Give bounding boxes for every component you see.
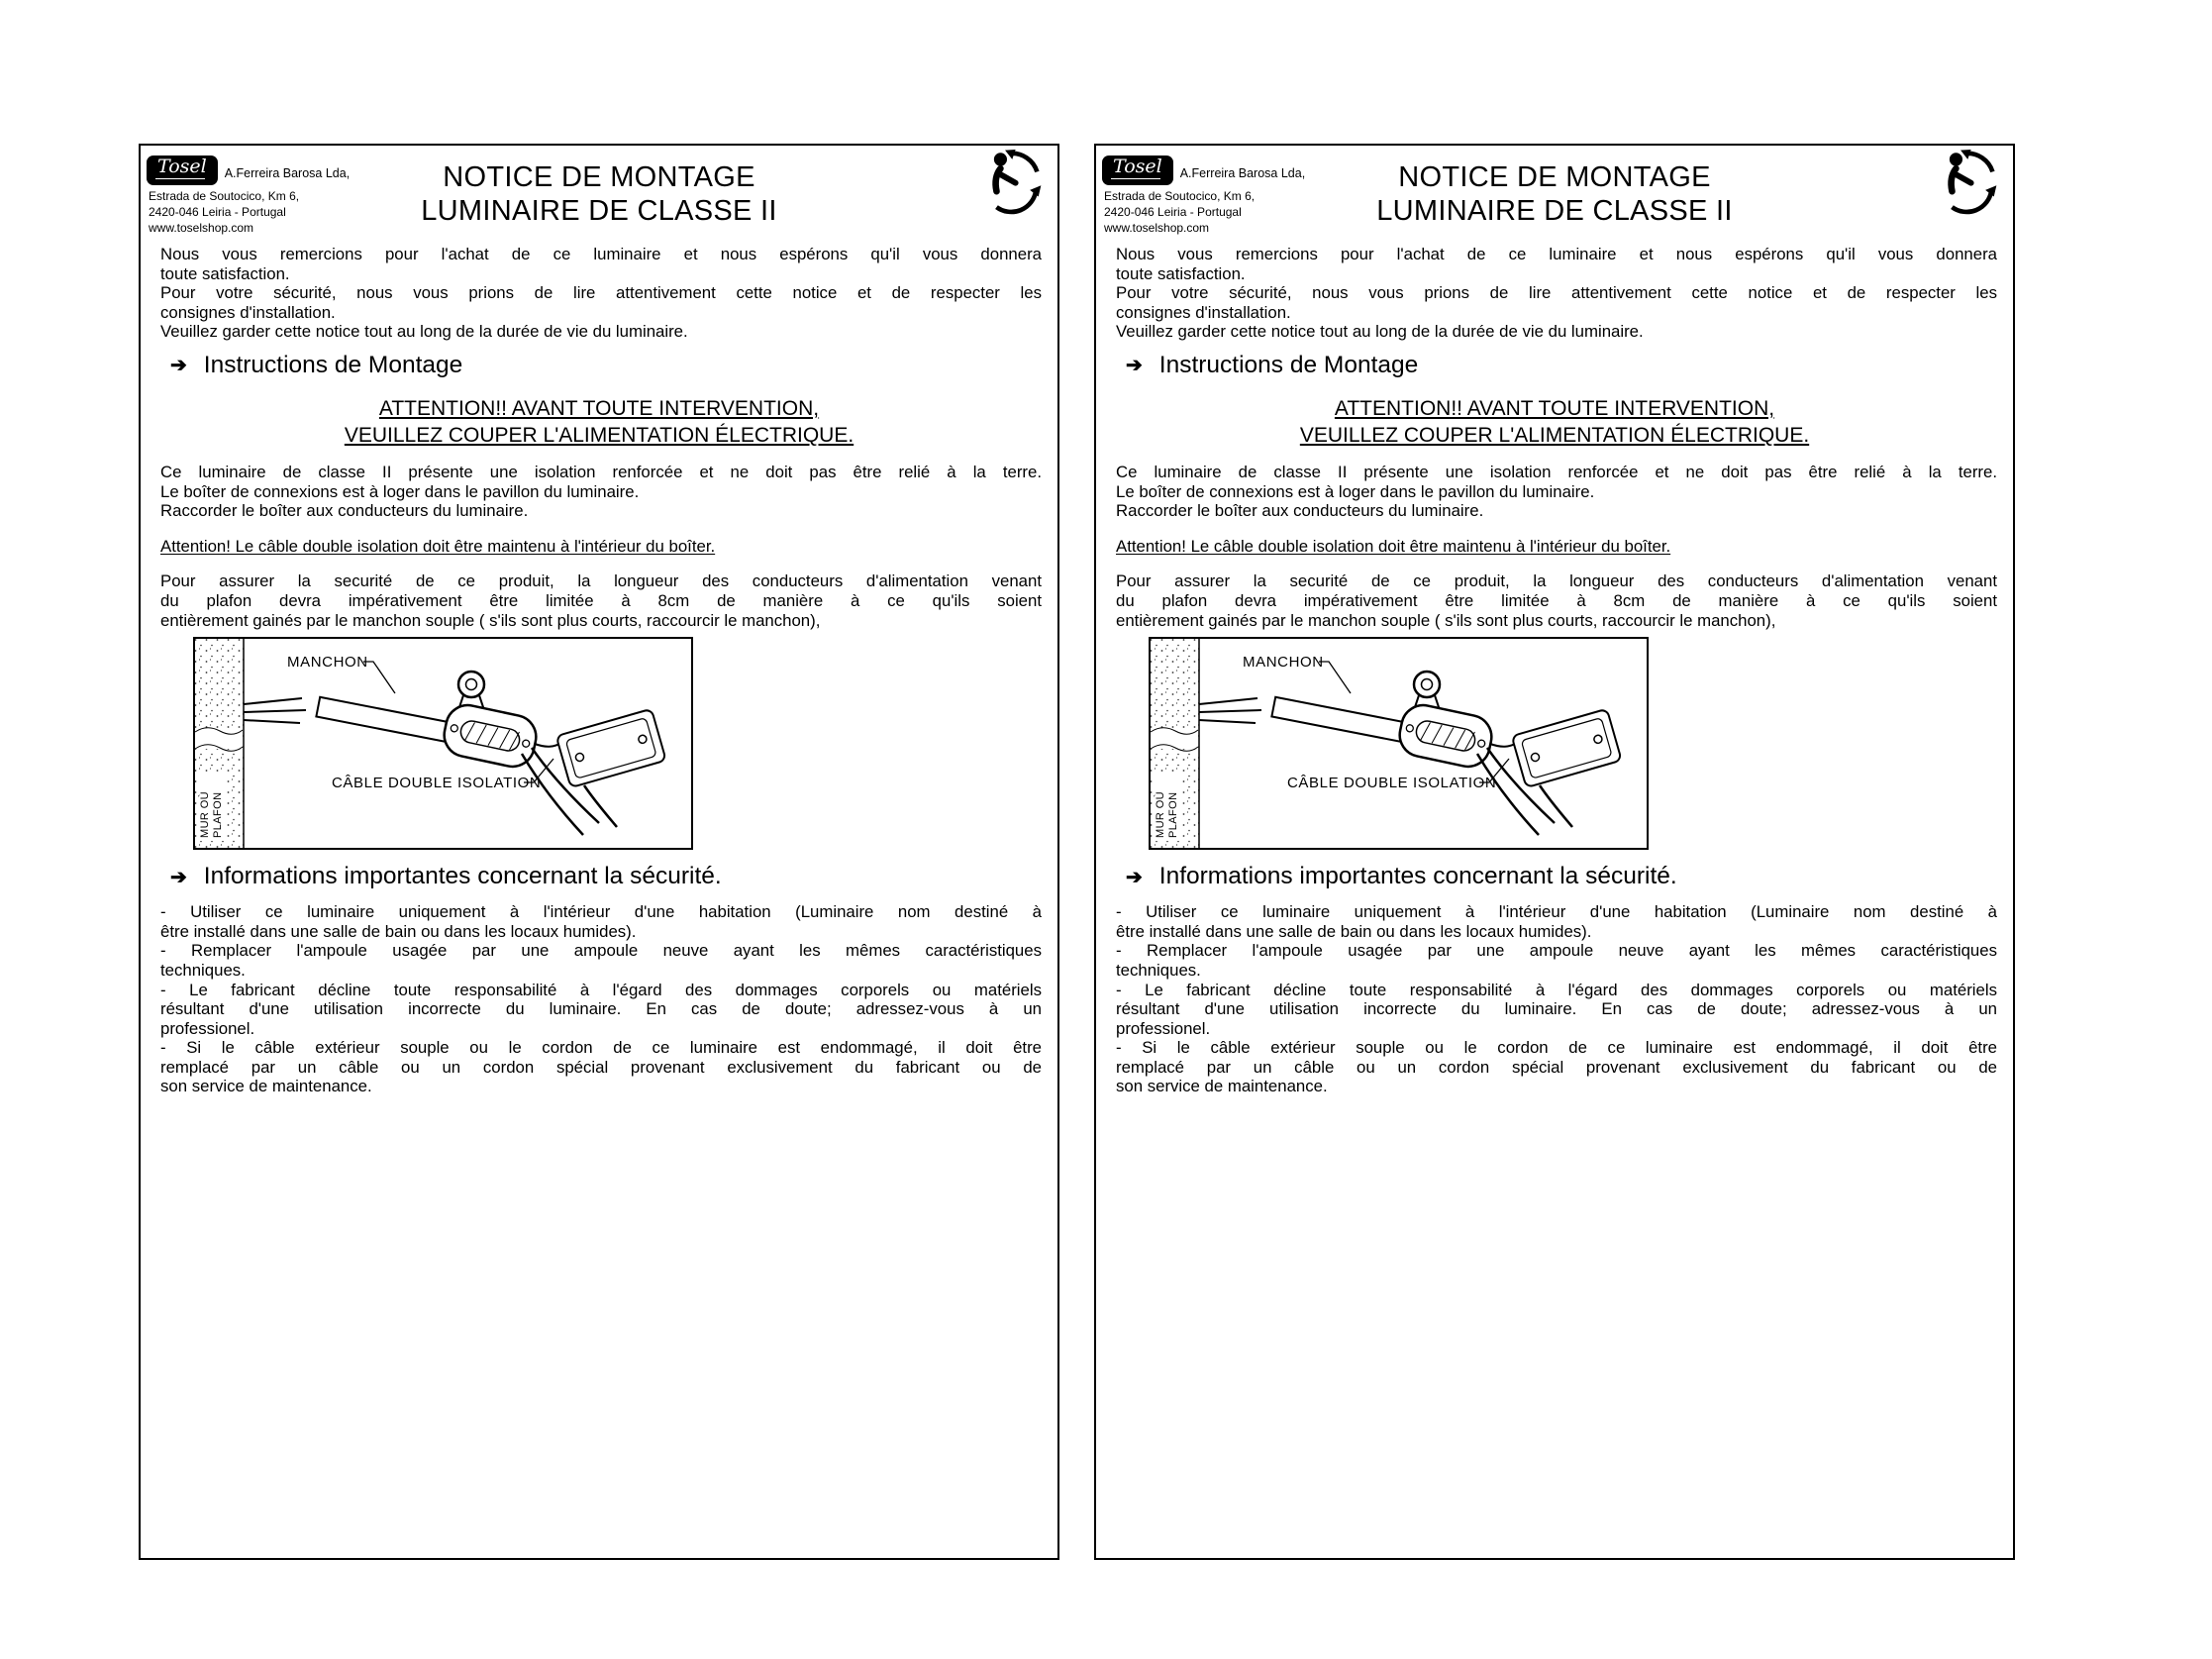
notice-page	[139, 144, 1059, 1560]
conductor-length-paragraph	[1116, 571, 1997, 630]
intro-line: Pour votre sécurité, nous vous prions de lire attentivement cette notice et de respecter les	[160, 283, 1042, 303]
section-securite-heading-text: Informations importantes concernant la sécurité.	[203, 863, 722, 890]
para-line: Pour assurer la securité de ce produit, la longueur des conducteurs d'alimentation venant	[160, 571, 1042, 591]
triman-recycling-icon	[978, 150, 1044, 220]
bullet-line: résultant d'une utilisation incorrecte du luminaire. En cas de doute; adressez-vous à un	[1116, 999, 1997, 1019]
intro-line: Nous vous remercions pour l'achat de ce luminaire et nous espérons qu'il vous donnera	[160, 245, 1042, 263]
intro-line: Pour votre sécurité, nous vous prions de lire attentivement cette notice et de respecter les	[1116, 283, 1997, 303]
bullet-line: être installé dans une salle de bain ou dans les locaux humides).	[160, 921, 637, 941]
class2-description	[160, 463, 1042, 521]
intro-line: Nous vous remercions pour l'achat de ce luminaire et nous espérons qu'il vous donnera	[1116, 245, 1997, 263]
address-line-1: Estrada de Soutocico, Km 6,	[149, 189, 300, 203]
address-line-2: 2420-046 Leiria - Portugal	[1104, 205, 1242, 220]
tosel-logo-text: Tosel	[1113, 156, 1162, 177]
intro-line: consignes d'installation.	[1116, 302, 1291, 322]
body-line: Le boîter de connexions est à loger dans le pavillon du luminaire.	[1116, 481, 1595, 501]
bullet-line: remplacé par un câble ou un cordon spécial provenant exclusivement du fabricant ou de	[1116, 1057, 1997, 1077]
section-securite-heading	[1126, 863, 2013, 890]
diagram-label-wall-1: MUR OÙ	[1155, 791, 1166, 839]
arrow-icon: ➔	[170, 355, 187, 377]
warning-line-2: VEUILLEZ COUPER L'ALIMENTATION ÉLECTRIQUE.	[344, 423, 855, 447]
page-header	[1096, 146, 2013, 237]
page-title	[1096, 161, 2013, 228]
bullet-line: techniques.	[1116, 960, 1201, 980]
title-line-2: LUMINAIRE DE CLASSE II	[421, 194, 777, 227]
company-name: A.Ferreira Barosa Lda,	[224, 166, 351, 180]
title-line-1: NOTICE DE MONTAGE	[443, 161, 755, 193]
diagram-label-cable: CÂBLE DOUBLE ISOLATION	[332, 775, 542, 792]
para-line: entièrement gainés par le manchon souple ( s'ils sont plus courts, raccourcir le manchon),	[1116, 610, 1776, 630]
arrow-icon: ➔	[170, 866, 187, 888]
diagram-label-wall-2: PLAFON	[1167, 791, 1179, 839]
intro-line: toute satisfaction.	[1116, 263, 1246, 283]
para-line: du plafon devra impérativement être limitée à 8cm de manière à ce qu'ils soient	[160, 590, 1042, 610]
body-line: Ce luminaire de classe II présente une isolation renforcée et ne doit pas être relié à la terre.	[1116, 462, 1997, 481]
address-line-2: 2420-046 Leiria - Portugal	[149, 205, 286, 220]
bullet-line: être installé dans une salle de bain ou dans les locaux humides).	[1116, 921, 1592, 941]
safety-bullet-list	[160, 902, 1042, 1096]
bullet-line: son service de maintenance.	[1116, 1077, 1328, 1096]
class2-description	[1116, 463, 1997, 521]
installation-diagram	[1149, 637, 1649, 850]
intro-paragraphs	[1116, 245, 1997, 342]
notice-page	[1094, 144, 2015, 1560]
warning-line-1: ATTENTION!! AVANT TOUTE INTERVENTION,	[378, 396, 820, 420]
warning-line-1: ATTENTION!! AVANT TOUTE INTERVENTION,	[1334, 396, 1775, 420]
bullet-line: résultant d'une utilisation incorrecte du luminaire. En cas de doute; adressez-vous à un	[160, 999, 1042, 1019]
bullet-line: remplacé par un câble ou un cordon spécial provenant exclusivement du fabricant ou de	[160, 1057, 1042, 1077]
warning-banner	[1096, 395, 2013, 449]
bullet-line: techniques.	[160, 960, 246, 980]
company-website: www.toselshop.com	[149, 221, 254, 236]
diagram-label-cable: CÂBLE DOUBLE ISOLATION	[1287, 775, 1497, 792]
section-montage-heading-text: Instructions de Montage	[1158, 351, 1419, 378]
attention-note	[160, 537, 1042, 557]
section-montage-heading-text: Instructions de Montage	[203, 351, 463, 378]
intro-line: consignes d'installation.	[160, 302, 336, 322]
bullet-line: - Le fabricant décline toute responsabilité à l'égard des dommages corporels ou matériels	[1116, 980, 1997, 999]
installation-diagram	[193, 637, 693, 850]
warning-line-2: VEUILLEZ COUPER L'ALIMENTATION ÉLECTRIQUE.	[1299, 423, 1810, 447]
diagram-label-wall-1: MUR OÙ	[199, 791, 211, 839]
section-securite-heading	[170, 863, 1057, 890]
page-title	[141, 161, 1057, 228]
safety-bullet-list	[1116, 902, 1997, 1096]
title-line-2: LUMINAIRE DE CLASSE II	[1376, 194, 1733, 227]
bullet-line: son service de maintenance.	[160, 1077, 372, 1096]
attention-note-text: Attention! Le câble double isolation doit être maintenu à l'intérieur du boîter.	[1116, 536, 1671, 556]
tosel-logo-text: Tosel	[157, 156, 207, 177]
body-line: Raccorder le boîter aux conducteurs du luminaire.	[1116, 501, 1484, 521]
section-montage-heading	[170, 352, 1057, 379]
page-header	[141, 146, 1057, 237]
address-line-1: Estrada de Soutocico, Km 6,	[1104, 189, 1256, 203]
bullet-line: - Si le câble extérieur souple ou le cordon de ce luminaire est endommagé, il doit être	[160, 1038, 1042, 1058]
bullet-line: professionel.	[1116, 1018, 1211, 1038]
intro-line: Veuillez garder cette notice tout au long de la durée de vie du luminaire.	[1116, 322, 1644, 342]
body-line: Ce luminaire de classe II présente une isolation renforcée et ne doit pas être relié à la terre.	[160, 462, 1042, 481]
body-line: Raccorder le boîter aux conducteurs du luminaire.	[160, 501, 529, 521]
diagram-label-manchon: MANCHON	[287, 654, 368, 672]
diagram-label-wall-2: PLAFON	[212, 791, 224, 839]
bullet-line: professionel.	[160, 1018, 255, 1038]
para-line: entièrement gainés par le manchon souple ( s'ils sont plus courts, raccourcir le manchon),	[160, 610, 821, 630]
bullet-line: - Le fabricant décline toute responsabilité à l'égard des dommages corporels ou matériels	[160, 980, 1042, 999]
bullet-line: - Remplacer l'ampoule usagée par une ampoule neuve ayant les mêmes caractéristiques	[1116, 941, 1997, 961]
triman-recycling-icon	[1934, 150, 1999, 220]
bullet-line: - Utiliser ce luminaire uniquement à l'intérieur d'une habitation (Luminaire nom destiné à	[160, 902, 1042, 922]
bullet-line: - Utiliser ce luminaire uniquement à l'intérieur d'une habitation (Luminaire nom destiné à	[1116, 902, 1997, 922]
bullet-line: - Si le câble extérieur souple ou le cordon de ce luminaire est endommagé, il doit être	[1116, 1038, 1997, 1058]
intro-paragraphs	[160, 245, 1042, 342]
title-line-1: NOTICE DE MONTAGE	[1398, 161, 1711, 193]
pages-row	[139, 144, 2015, 1560]
body-line: Le boîter de connexions est à loger dans le pavillon du luminaire.	[160, 481, 640, 501]
warning-banner	[141, 395, 1057, 449]
arrow-icon: ➔	[1126, 866, 1143, 888]
para-line: du plafon devra impérativement être limitée à 8cm de manière à ce qu'ils soient	[1116, 590, 1997, 610]
para-line: Pour assurer la securité de ce produit, la longueur des conducteurs d'alimentation venant	[1116, 571, 1997, 591]
bullet-line: - Remplacer l'ampoule usagée par une ampoule neuve ayant les mêmes caractéristiques	[160, 941, 1042, 961]
diagram-label-manchon: MANCHON	[1243, 654, 1324, 672]
intro-line: toute satisfaction.	[160, 263, 290, 283]
company-name: A.Ferreira Barosa Lda,	[1179, 166, 1306, 180]
attention-note-text: Attention! Le câble double isolation doit être maintenu à l'intérieur du boîter.	[160, 536, 716, 556]
intro-line: Veuillez garder cette notice tout au long de la durée de vie du luminaire.	[160, 322, 688, 342]
section-montage-heading	[1126, 352, 2013, 379]
conductor-length-paragraph	[160, 571, 1042, 630]
section-securite-heading-text: Informations importantes concernant la sécurité.	[1158, 863, 1677, 890]
attention-note	[1116, 537, 1997, 557]
arrow-icon: ➔	[1126, 355, 1143, 377]
company-website: www.toselshop.com	[1104, 221, 1210, 236]
